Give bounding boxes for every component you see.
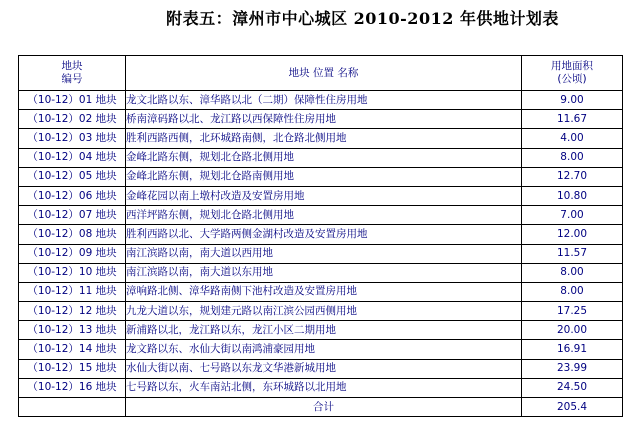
table-row	[19, 263, 623, 282]
plot-area: 7.00	[522, 206, 623, 225]
table-row	[19, 340, 623, 359]
plot-location: 金峰花园以南上墩村改造及安置房用地	[126, 186, 522, 205]
plot-location: 漳响路北侧、漳华路南侧下池村改造及安置房用地	[126, 282, 522, 301]
table-row	[19, 206, 623, 225]
plot-code: （10-12）14 地块	[19, 340, 126, 359]
plot-area: 10.80	[522, 186, 623, 205]
plot-code: （10-12）08 地块	[19, 225, 126, 244]
plot-code: （10-12）13 地块	[19, 321, 126, 340]
header-code-line2: 编号	[61, 73, 83, 85]
table-row	[19, 129, 623, 148]
plot-code: （10-12）06 地块	[19, 186, 126, 205]
plot-code: （10-12）02 地块	[19, 110, 126, 129]
plot-code: （10-12）11 地块	[19, 282, 126, 301]
plot-location: 金峰北路东侧，规划北仓路南侧用地	[126, 167, 522, 186]
header-area-line1: 用地面积	[551, 60, 593, 72]
plot-code: （10-12）10 地块	[19, 263, 126, 282]
plot-code: （10-12）09 地块	[19, 244, 126, 263]
plot-area: 17.25	[522, 302, 623, 321]
header-code-line1: 地块	[61, 60, 83, 72]
header-location: 地块 位置 名称	[126, 56, 522, 91]
total-spacer-cell	[19, 398, 126, 417]
table-row	[19, 186, 623, 205]
plot-area: 12.00	[522, 225, 623, 244]
plot-code: （10-12）04 地块	[19, 148, 126, 167]
plot-area: 24.50	[522, 378, 623, 397]
table-row	[19, 321, 623, 340]
plot-location: 南江滨路以南，南大道以西用地	[126, 244, 522, 263]
plot-code: （10-12）12 地块	[19, 302, 126, 321]
table-row	[19, 110, 623, 129]
plot-code: （10-12）16 地块	[19, 378, 126, 397]
table-row	[19, 225, 623, 244]
land-supply-table	[18, 55, 623, 417]
header-code	[19, 56, 126, 91]
plot-location: 胜利西路西侧，北环城路南侧，北仓路北侧用地	[126, 129, 522, 148]
total-label: 合计	[126, 398, 522, 417]
total-row	[19, 398, 623, 417]
plot-area: 8.00	[522, 148, 623, 167]
table-row	[19, 91, 623, 110]
plot-location: 西洋坪路东侧，规划北仓路北侧用地	[126, 206, 522, 225]
plot-code: （10-12）03 地块	[19, 129, 126, 148]
plot-area: 11.67	[522, 110, 623, 129]
plot-code: （10-12）07 地块	[19, 206, 126, 225]
plot-location: 龙文北路以东、漳华路以北（二期）保障性住房用地	[126, 91, 522, 110]
plot-area: 4.00	[522, 129, 623, 148]
plot-area: 9.00	[522, 91, 623, 110]
plot-area: 11.57	[522, 244, 623, 263]
plot-code: （10-12）01 地块	[19, 91, 126, 110]
plot-location: 金峰北路东侧，规划北仓路北侧用地	[126, 148, 522, 167]
plot-code: （10-12）05 地块	[19, 167, 126, 186]
plot-area: 23.99	[522, 359, 623, 378]
table-row	[19, 302, 623, 321]
plot-location: 七号路以东，火车南站北侧，东环城路以北用地	[126, 378, 522, 397]
header-area-line2: (公顷)	[557, 73, 587, 85]
plot-area: 12.70	[522, 167, 623, 186]
page-title: 附表五：漳州市中心城区 2010-2012 年供地计划表	[166, 9, 559, 28]
table-row	[19, 359, 623, 378]
plot-location: 九龙大道以东，规划建元路以南江滨公园西侧用地	[126, 302, 522, 321]
plot-area: 20.00	[522, 321, 623, 340]
plot-location: 胜利西路以北、大学路两侧金湖村改造及安置房用地	[126, 225, 522, 244]
plot-location: 龙文路以东、水仙大街以南鸿浦豪园用地	[126, 340, 522, 359]
plot-location: 桥南漳码路以北、龙江路以西保障性住房用地	[126, 110, 522, 129]
total-area: 205.4	[522, 398, 623, 417]
table-row	[19, 244, 623, 263]
plot-code: （10-12）15 地块	[19, 359, 126, 378]
plot-location: 南江滨路以南，南大道以东用地	[126, 263, 522, 282]
table-row	[19, 282, 623, 301]
table-header-row	[19, 56, 623, 91]
plot-area: 16.91	[522, 340, 623, 359]
header-area	[522, 56, 623, 91]
plot-location: 新浦路以北，龙江路以东，龙江小区二期用地	[126, 321, 522, 340]
table-row	[19, 167, 623, 186]
plot-area: 8.00	[522, 263, 623, 282]
plot-location: 水仙大街以南、七号路以东龙文华港新城用地	[126, 359, 522, 378]
plot-area: 8.00	[522, 282, 623, 301]
table-row	[19, 378, 623, 397]
table-row	[19, 148, 623, 167]
